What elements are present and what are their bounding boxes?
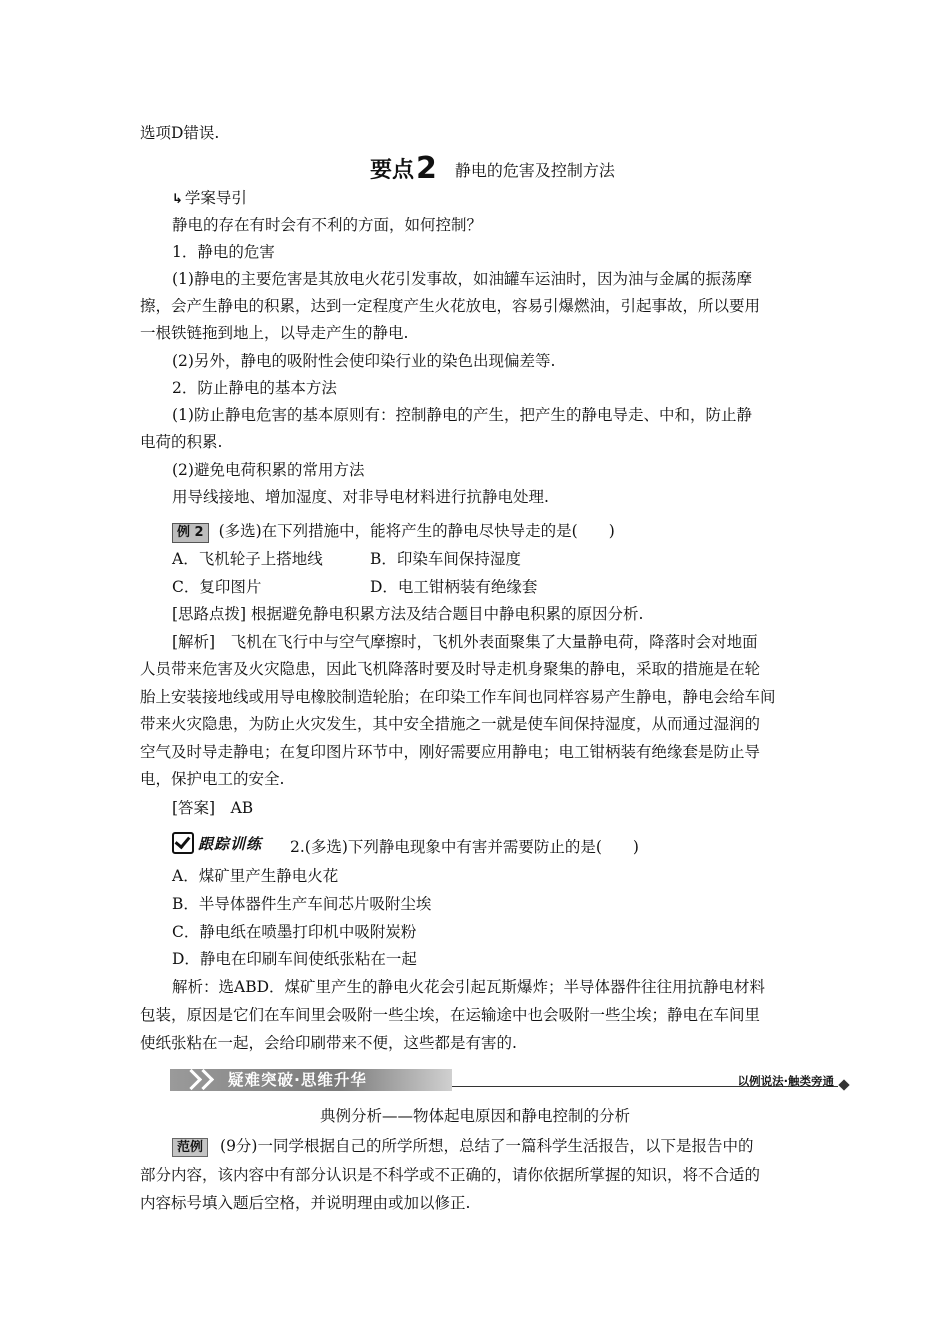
option-b: B．半导体器件生产车间芯片吸附尘埃 bbox=[172, 895, 432, 913]
banner-subtitle: 以例说法·触类旁通 bbox=[737, 1074, 834, 1088]
text-line: 部分内容，该内容中有部分认识是不科学或不正确的，请你依据所掌握的知识，将不合适的 bbox=[140, 1166, 761, 1184]
option-b: B．印染车间保持湿度 bbox=[370, 550, 521, 568]
text-line: 用导线接地、增加湿度、对非导电材料进行抗静电处理. bbox=[172, 488, 549, 506]
text-line: (1)防止静电危害的基本原则有：控制静电的产生，把产生的静电导走、中和，防止静 bbox=[172, 406, 752, 424]
text-line: (2)避免电荷积累的常用方法 bbox=[172, 461, 365, 479]
answer-line: [答案] AB bbox=[172, 799, 254, 817]
tracking-exercise-heading bbox=[172, 832, 262, 854]
tracking-label: 跟踪训练 bbox=[198, 834, 263, 853]
option-a: A．煤矿里产生静电火花 bbox=[172, 867, 339, 885]
text-line: 内容标号填入题后空格，并说明理由或加以修正. bbox=[140, 1194, 471, 1212]
section-heading-subtitle: 静电的危害及控制方法 bbox=[454, 161, 615, 180]
text-line: 擦，会产生静电的积累，达到一定程度产生火花放电，容易引爆燃油，引起事故，所以要用 bbox=[140, 297, 761, 315]
text-line: (1)静电的主要危害是其放电火花引发事故，如油罐车运油时，因为油与金属的振荡摩 bbox=[172, 270, 752, 288]
analysis-line: 人员带来危害及火灾隐患，因此飞机降落时要及时导走机身聚集的静电，采取的措施是在轮 bbox=[140, 660, 761, 678]
banner-bar bbox=[170, 1069, 452, 1091]
option-c: C．复印图片 bbox=[172, 578, 262, 596]
analysis-line: 胎上安装接地线或用导电橡胶制造轮胎；在印染工作车间也同样容易产生静电，静电会给车间 bbox=[140, 688, 776, 706]
study-guide-heading bbox=[172, 188, 247, 210]
text-line: 静电的存在有时会有不利的方面，如何控制？ bbox=[172, 216, 483, 234]
study-guide-label: 学案导引 bbox=[184, 189, 247, 207]
checkmark-icon bbox=[172, 832, 194, 854]
example-question-text: (多选)在下列措施中，能将产生的静电尽快导走的是( ) bbox=[218, 522, 615, 540]
solution-line: 使纸张粘在一起，会给印刷带来不便，这些都是有害的. bbox=[140, 1034, 517, 1052]
option-a: A．飞机轮子上搭地线 bbox=[172, 550, 323, 568]
case-analysis-title: 典例分析——物体起电原因和静电控制的分析 bbox=[319, 1107, 630, 1125]
banner-title: 疑难突破·思维升华 bbox=[228, 1071, 367, 1089]
chevron-right-icon bbox=[193, 1069, 214, 1090]
text-line: 一根铁链拖到地上，以导走产生的静电. bbox=[140, 324, 409, 342]
text-line: 电荷的积累. bbox=[140, 433, 223, 451]
diamond-icon bbox=[838, 1079, 849, 1090]
text-line: 选项D错误. bbox=[140, 124, 220, 142]
example-question bbox=[172, 521, 615, 543]
example-badge: 例 2 bbox=[172, 523, 209, 543]
hint-line: [思路点拨] 根据避免静电积累方法及结合题目中静电积累的原因分析. bbox=[172, 605, 644, 623]
section-banner bbox=[170, 1069, 850, 1091]
section-heading-label: 要点 bbox=[370, 158, 415, 183]
analysis-line: 电，保护电工的安全. bbox=[140, 770, 285, 788]
sample-badge: 范例 bbox=[172, 1138, 208, 1157]
option-d: D．电工钳柄装有绝缘套 bbox=[370, 578, 538, 596]
text-line: 2．防止静电的基本方法 bbox=[172, 379, 337, 397]
section-heading-number: 2 bbox=[416, 151, 437, 186]
section-heading bbox=[370, 150, 615, 184]
analysis-line: 带来火灾隐患，为防止火灾发生，其中安全措施之一就是使车间保持湿度，从而通过湿润的 bbox=[140, 715, 761, 733]
solution-line: 解析：选ABD．煤矿里产生的静电火花会引起瓦斯爆炸；半导体器件往往用抗静电材料 bbox=[172, 978, 766, 996]
analysis-line: [解析] 飞机在飞行中与空气摩擦时，飞机外表面聚集了大量静电荷，降落时会对地面 bbox=[172, 633, 758, 651]
text-line: (2)另外，静电的吸附性会使印染行业的染色出现偏差等. bbox=[172, 352, 556, 370]
solution-line: 包装，原因是它们在车间里会吸附一些尘埃，在运输途中也会吸附一些尘埃；静电在车间里 bbox=[140, 1006, 761, 1024]
text-line: 1．静电的危害 bbox=[172, 243, 275, 261]
guide-arrow-icon: ↳ bbox=[172, 192, 183, 207]
sample-question-text: (9分)一同学根据自己的所学所想，总结了一篇科学生活报告，以下是报告中的 bbox=[220, 1137, 754, 1155]
analysis-line: 空气及时导走静电；在复印图片环节中，刚好需要应用静电；电工钳柄装有绝缘套是防止导 bbox=[140, 743, 761, 761]
option-d: D．静电在印刷车间使纸张粘在一起 bbox=[172, 950, 417, 968]
sample-question bbox=[172, 1136, 753, 1157]
tracking-question: 2.(多选)下列静电现象中有害并需要防止的是( ) bbox=[290, 838, 639, 856]
option-c: C．静电纸在喷墨打印机中吸附炭粉 bbox=[172, 923, 417, 941]
